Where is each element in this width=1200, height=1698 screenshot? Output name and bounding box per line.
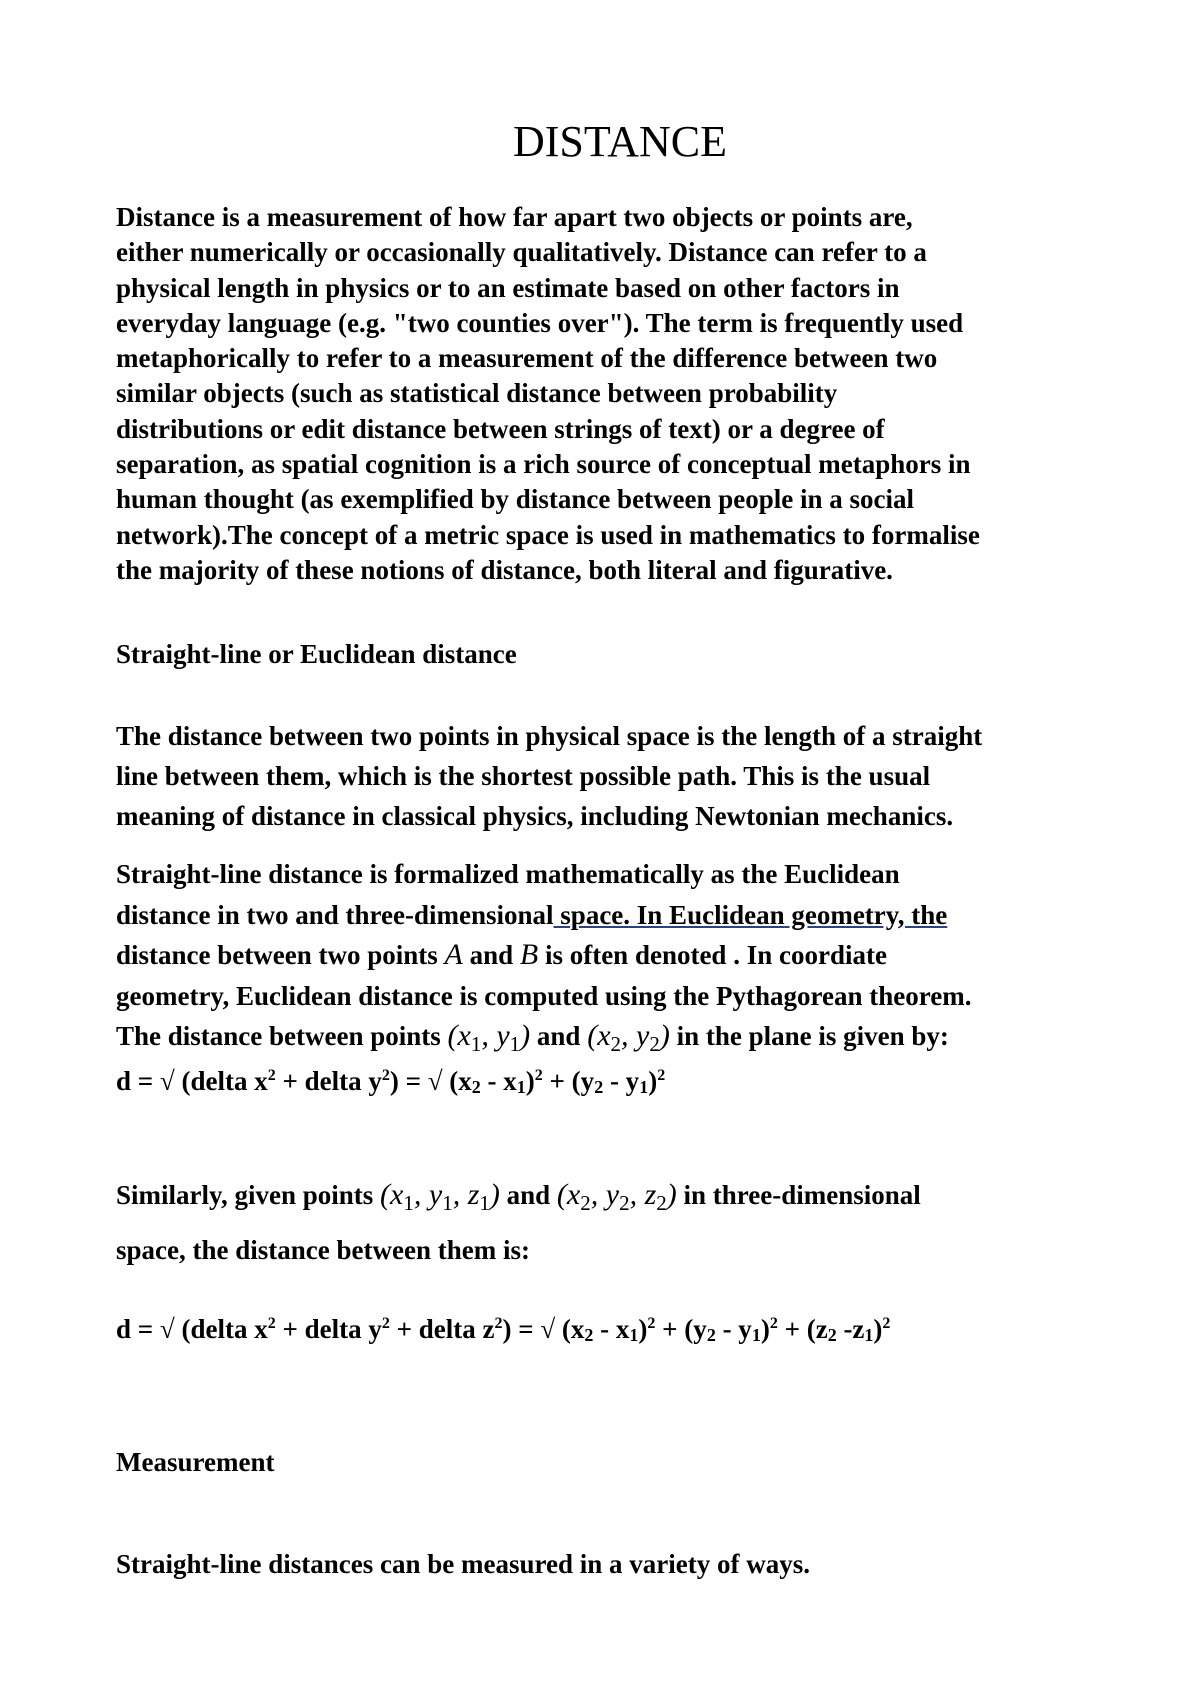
intro-line: everyday language (e.g. "two counties over"). The term is frequently used (116, 307, 964, 338)
intro-line: separation, as spatial cognition is a rich source of conceptual metaphors in (116, 449, 971, 480)
paragraph-line: The distance between two points in physical space is the length of a straight (116, 721, 983, 751)
point-b: B (519, 938, 539, 971)
section-heading-measurement: Measurement (116, 1447, 275, 1477)
intro-line: either numerically or occasionally qualitatively. Distance can refer to a (116, 237, 927, 268)
paragraph-line: distance between two points A and B is often denoted . In coordiate (116, 938, 887, 971)
point-1-3d-coordinates: ($x_1$, $y_1$, $z_1$) (380, 1178, 500, 1215)
paragraph-line: space, the distance between them is: (116, 1235, 530, 1265)
paragraph-line: distance in two and three-dimensional space. In Euclidean geometry, the (116, 899, 948, 930)
euclidean-paragraph-1 (116, 716, 982, 836)
intro-line: metaphorically to refer to a measurement of the difference between two (116, 343, 938, 374)
document-title: DISTANCE (512, 117, 728, 166)
paragraph-line: meaning of distance in classical physics, including Newtonian mechanics. (116, 801, 954, 831)
link-three-dimensional-space[interactable]: space. In Euclidean (553, 899, 785, 930)
paragraph-line: Similarly, given points ($x_1$, $y_1$, $z_1$) and ($x_2$, $y_2$, $z_2$) in three-dimensional (116, 1178, 921, 1215)
intro-paragraph (116, 200, 1116, 588)
point-2-3d-coordinates: ($x_2$, $y_2$, $z_2$) (556, 1178, 677, 1215)
point-1-coordinates: ($x_1$, $y_1$) (447, 1019, 531, 1056)
intro-line: the majority of these notions of distance, both literal and figurative. (116, 554, 893, 585)
section-heading-euclidean: Straight-line or Euclidean distance (116, 639, 517, 669)
euclidean-paragraph-2 (116, 854, 971, 1057)
intro-line: Distance is a measurement of how far apart two objects or points are, (116, 202, 913, 232)
point-2-coordinates: ($x_2$, $y_2$) (587, 1019, 670, 1056)
intro-line: network).The concept of a metric space is used in mathematics to formalise (116, 519, 980, 550)
link-euclidean-geometry[interactable]: geometry, the (784, 899, 948, 930)
closing-paragraph: Straight-line distances can be measured in a variety of ways. (116, 1549, 810, 1579)
formula-3d-distance: d = √ (delta $x^2$ + delta $y^2$ + delta $z^2$) = √ (x2 - x1)$^2$ + (y2 - y1)$^2$ + (z2 -z1)$^2$ (116, 1314, 891, 1345)
point-a: A (444, 938, 463, 971)
intro-line: distributions or edit distance between strings of text) or a degree of (116, 413, 885, 444)
paragraph-line: geometry, Euclidean distance is computed using the Pythagorean theorem. (116, 980, 972, 1011)
formula-2d-distance: d = √ (delta $x^2$ + delta $y^2$) = √ (x2 - x1)$^2$ + (y2 - y1)$^2$ (116, 1066, 666, 1097)
intro-line: human thought (as exemplified by distance between people in a social (116, 484, 915, 515)
intro-line: physical length in physics or to an estimate based on other factors in (116, 272, 900, 303)
paragraph-line: line between them, which is the shortest possible path. This is the usual (116, 761, 931, 791)
intro-line: similar objects (such as statistical distance between probability (116, 378, 838, 409)
three-dimensional-paragraph (116, 1168, 921, 1277)
paragraph-line: The distance between points ($x_1$, $y_1$) and ($x_2$, $y_2$) in the plane is given by: (116, 1019, 949, 1056)
paragraph-line: Straight-line distance is formalized mathematically as the Euclidean (116, 859, 900, 889)
